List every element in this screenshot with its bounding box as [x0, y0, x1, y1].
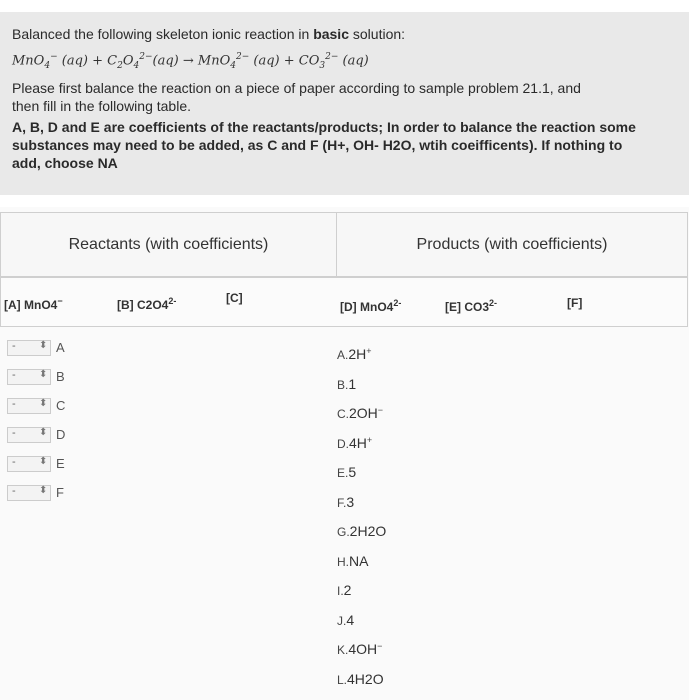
eq-r2-sub1: 2: [117, 60, 123, 71]
option-value: 5: [348, 464, 357, 480]
eq-r2-sub2: 4: [133, 60, 140, 71]
option-value: 4H: [349, 434, 367, 451]
option-value: 2H: [348, 346, 367, 362]
option-value: 4OH: [348, 641, 378, 657]
option-key: L.: [337, 672, 348, 687]
column-b-header: [117, 296, 176, 312]
option-value: 4H2O: [347, 670, 384, 687]
select-arrows-icon[interactable]: ⬍: [39, 456, 48, 467]
match-select-e[interactable]: [7, 456, 83, 473]
column-c-header: [C]: [226, 291, 243, 305]
select-placeholder: -: [12, 427, 16, 439]
answer-option: [337, 376, 356, 392]
column-f-header: [F]: [567, 296, 583, 310]
select-placeholder: -: [12, 369, 16, 381]
eq-r1: MnO: [12, 53, 45, 69]
option-key: G.: [337, 525, 350, 539]
select-arrows-icon[interactable]: ⬍: [39, 398, 48, 409]
option-charge: +: [366, 434, 373, 445]
products-header: [336, 212, 688, 277]
line1-prefix: Balanced the following skeleton ionic reaction in: [12, 26, 314, 42]
eq-p2: CO: [298, 53, 320, 69]
question-panel: [0, 12, 689, 195]
answer-option: [337, 523, 386, 539]
answer-option: [337, 671, 384, 687]
products-header-label: Products (with coefficients): [416, 235, 608, 253]
question-line-4: then fill in the following table.: [12, 98, 191, 114]
option-key: J.: [337, 613, 347, 628]
eq-r1-sup: −: [50, 52, 58, 62]
column-e-header: [445, 298, 497, 314]
select-letter-label: F: [56, 485, 64, 500]
col-d-label: [D] MnO4: [340, 300, 394, 314]
question-line-7: add, choose NA: [12, 155, 118, 171]
select-arrows-icon[interactable]: ⬍: [39, 427, 48, 438]
select-letter-label: C: [56, 398, 66, 413]
option-key: F.: [337, 495, 347, 510]
eq-p1-sup: 2−: [235, 52, 250, 62]
option-key: K.: [337, 643, 349, 657]
eq-r1-sub: 4: [44, 60, 51, 71]
match-select-a[interactable]: [7, 340, 83, 357]
eq-p1-sub: 4: [230, 60, 236, 71]
col-e-label: [E] CO3: [445, 300, 490, 314]
column-d-header: [340, 298, 401, 314]
select-letter-label: E: [56, 456, 65, 471]
select-letter-label: A: [56, 340, 65, 355]
option-value: 4: [346, 611, 355, 628]
option-charge: −: [377, 405, 384, 415]
option-key: B.: [337, 377, 349, 392]
option-value: 3: [346, 493, 355, 510]
col-d-sup: 2-: [393, 298, 402, 308]
answer-option: [337, 405, 383, 421]
answer-option: [337, 346, 372, 362]
select-placeholder: -: [12, 456, 16, 468]
option-value: 2OH: [349, 405, 378, 421]
match-select-b[interactable]: [7, 369, 83, 386]
option-key: C.: [337, 407, 349, 421]
eq-p1-state: (aq) +: [249, 53, 299, 69]
select-placeholder: -: [12, 398, 16, 410]
answer-option: [337, 582, 351, 598]
reaction-equation: [12, 52, 369, 71]
question-line-5: A, B, D and E are coefficients of the reactants/products; In order to balance the reaction some: [12, 119, 636, 135]
line1-suffix: solution:: [349, 26, 406, 42]
answer-option: [337, 494, 354, 510]
select-placeholder: -: [12, 485, 16, 497]
select-placeholder: -: [12, 340, 16, 352]
eq-p2-state: (aq): [338, 53, 369, 69]
question-line-1: [12, 26, 405, 42]
select-arrows-icon[interactable]: ⬍: [39, 485, 48, 496]
reactants-header: [0, 212, 337, 277]
eq-r2-sup: 2−: [139, 52, 153, 62]
answer-option: [337, 464, 356, 480]
question-line-6: substances may need to be added, as C and F (H+, OH- H2O, wtih coeifficents). If nothing to: [12, 137, 623, 153]
eq-r2-mid: O: [122, 53, 134, 69]
line1-bold: basic: [313, 26, 349, 42]
select-letter-label: D: [56, 427, 66, 442]
match-select-d[interactable]: [7, 427, 83, 444]
option-charge: −: [377, 641, 383, 651]
select-arrows-icon[interactable]: ⬍: [39, 340, 48, 351]
option-key: H.: [337, 554, 349, 569]
option-key: I.: [337, 584, 344, 598]
option-key: D.: [337, 436, 349, 451]
select-arrows-icon[interactable]: ⬍: [39, 369, 48, 380]
eq-p2-sup: 2−: [325, 52, 339, 62]
eq-p1: MnO: [197, 53, 231, 69]
col-b-label: [B] C2O4: [117, 298, 169, 312]
eq-r1-state: (aq) +: [57, 53, 108, 69]
col-a-sup: −: [57, 296, 63, 306]
question-line-3: Please first balance the reaction on a piece of paper according to sample problem 21.1, and: [12, 80, 581, 96]
eq-r2-state: (aq) →: [152, 53, 198, 69]
option-charge: +: [366, 346, 372, 356]
eq-r2: C: [107, 53, 118, 69]
eq-p2-sub: 3: [319, 60, 326, 71]
option-key: E.: [337, 466, 349, 480]
col-e-sup: 2-: [489, 298, 498, 308]
col-b-sup: 2-: [168, 296, 177, 306]
match-select-c[interactable]: [7, 398, 83, 415]
answer-option: [337, 612, 354, 628]
option-key: A.: [337, 348, 349, 362]
match-select-f[interactable]: [7, 485, 83, 502]
reactants-header-label: Reactants (with coefficients): [68, 235, 269, 253]
answer-option: [337, 641, 382, 657]
answer-option: [337, 435, 372, 451]
answer-option: [337, 553, 368, 569]
option-value: 2: [343, 582, 352, 598]
column-a-header: [4, 296, 63, 312]
option-value: 2H2O: [349, 523, 387, 539]
select-letter-label: B: [56, 369, 65, 384]
option-value: NA: [349, 552, 369, 569]
option-value: 1: [348, 375, 357, 392]
col-a-label: [A] MnO4: [4, 298, 58, 312]
